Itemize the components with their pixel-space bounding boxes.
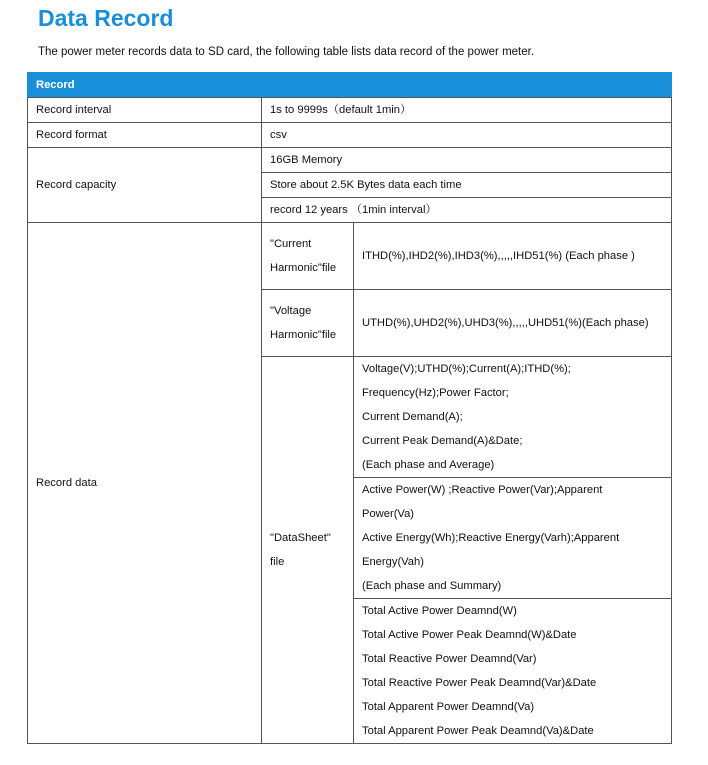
interval-value: 1s to 9999s（default 1min） <box>262 98 672 123</box>
data-record-table <box>27 72 672 744</box>
record-data-label: Record data <box>28 223 262 744</box>
capacity-label: Record capacity <box>28 148 262 223</box>
format-value: csv <box>262 123 672 148</box>
table-header-row <box>28 73 672 98</box>
table-row <box>28 98 672 123</box>
capacity-value: record 12 years （1min interval） <box>262 198 672 223</box>
intro-text: The power meter records data to SD card, the following table lists data record of the power meter. <box>38 46 535 58</box>
datasheet-group-3: Total Active Power Deamnd(W) Total Active Power Peak Deamnd(W)&Date Total Reactive Power Deamnd(Var) Total Reactive Power Peak Deamnd(Var)&Date Total Apparent Power Deamnd(Va) Total Apparent Power Peak Deamnd(Va)&Date <box>354 599 672 744</box>
datasheet-file: "DataSheet" file <box>262 357 354 744</box>
table-header: Record <box>28 73 672 98</box>
capacity-value: 16GB Memory <box>262 148 672 173</box>
datasheet-group-2: Active Power(W) ;Reactive Power(Var);Apparent Power(Va) Active Energy(Wh);Reactive Energy(Varh);Apparent Energy(Vah) (Each phase and Summary) <box>354 478 672 599</box>
current-harmonic-value: ITHD(%),IHD2(%),IHD3(%),,,,,IHD51(%) (Each phase ) <box>354 223 672 290</box>
page-title: Data Record <box>38 5 174 31</box>
table-row <box>28 223 672 290</box>
voltage-harmonic-value: UTHD(%),UHD2(%),UHD3(%),,,,,UHD51(%)(Each phase) <box>354 290 672 357</box>
capacity-value: Store about 2.5K Bytes data each time <box>262 173 672 198</box>
format-label: Record format <box>28 123 262 148</box>
current-harmonic-file: "Current Harmonic"file <box>262 223 354 290</box>
table-row <box>28 123 672 148</box>
datasheet-group-1: Voltage(V);UTHD(%);Current(A);ITHD(%); Frequency(Hz);Power Factor; Current Demand(A); Current Peak Demand(A)&Date; (Each phase and Average) <box>354 357 672 478</box>
table-row <box>28 148 672 173</box>
interval-label: Record interval <box>28 98 262 123</box>
voltage-harmonic-file: "Voltage Harmonic"file <box>262 290 354 357</box>
